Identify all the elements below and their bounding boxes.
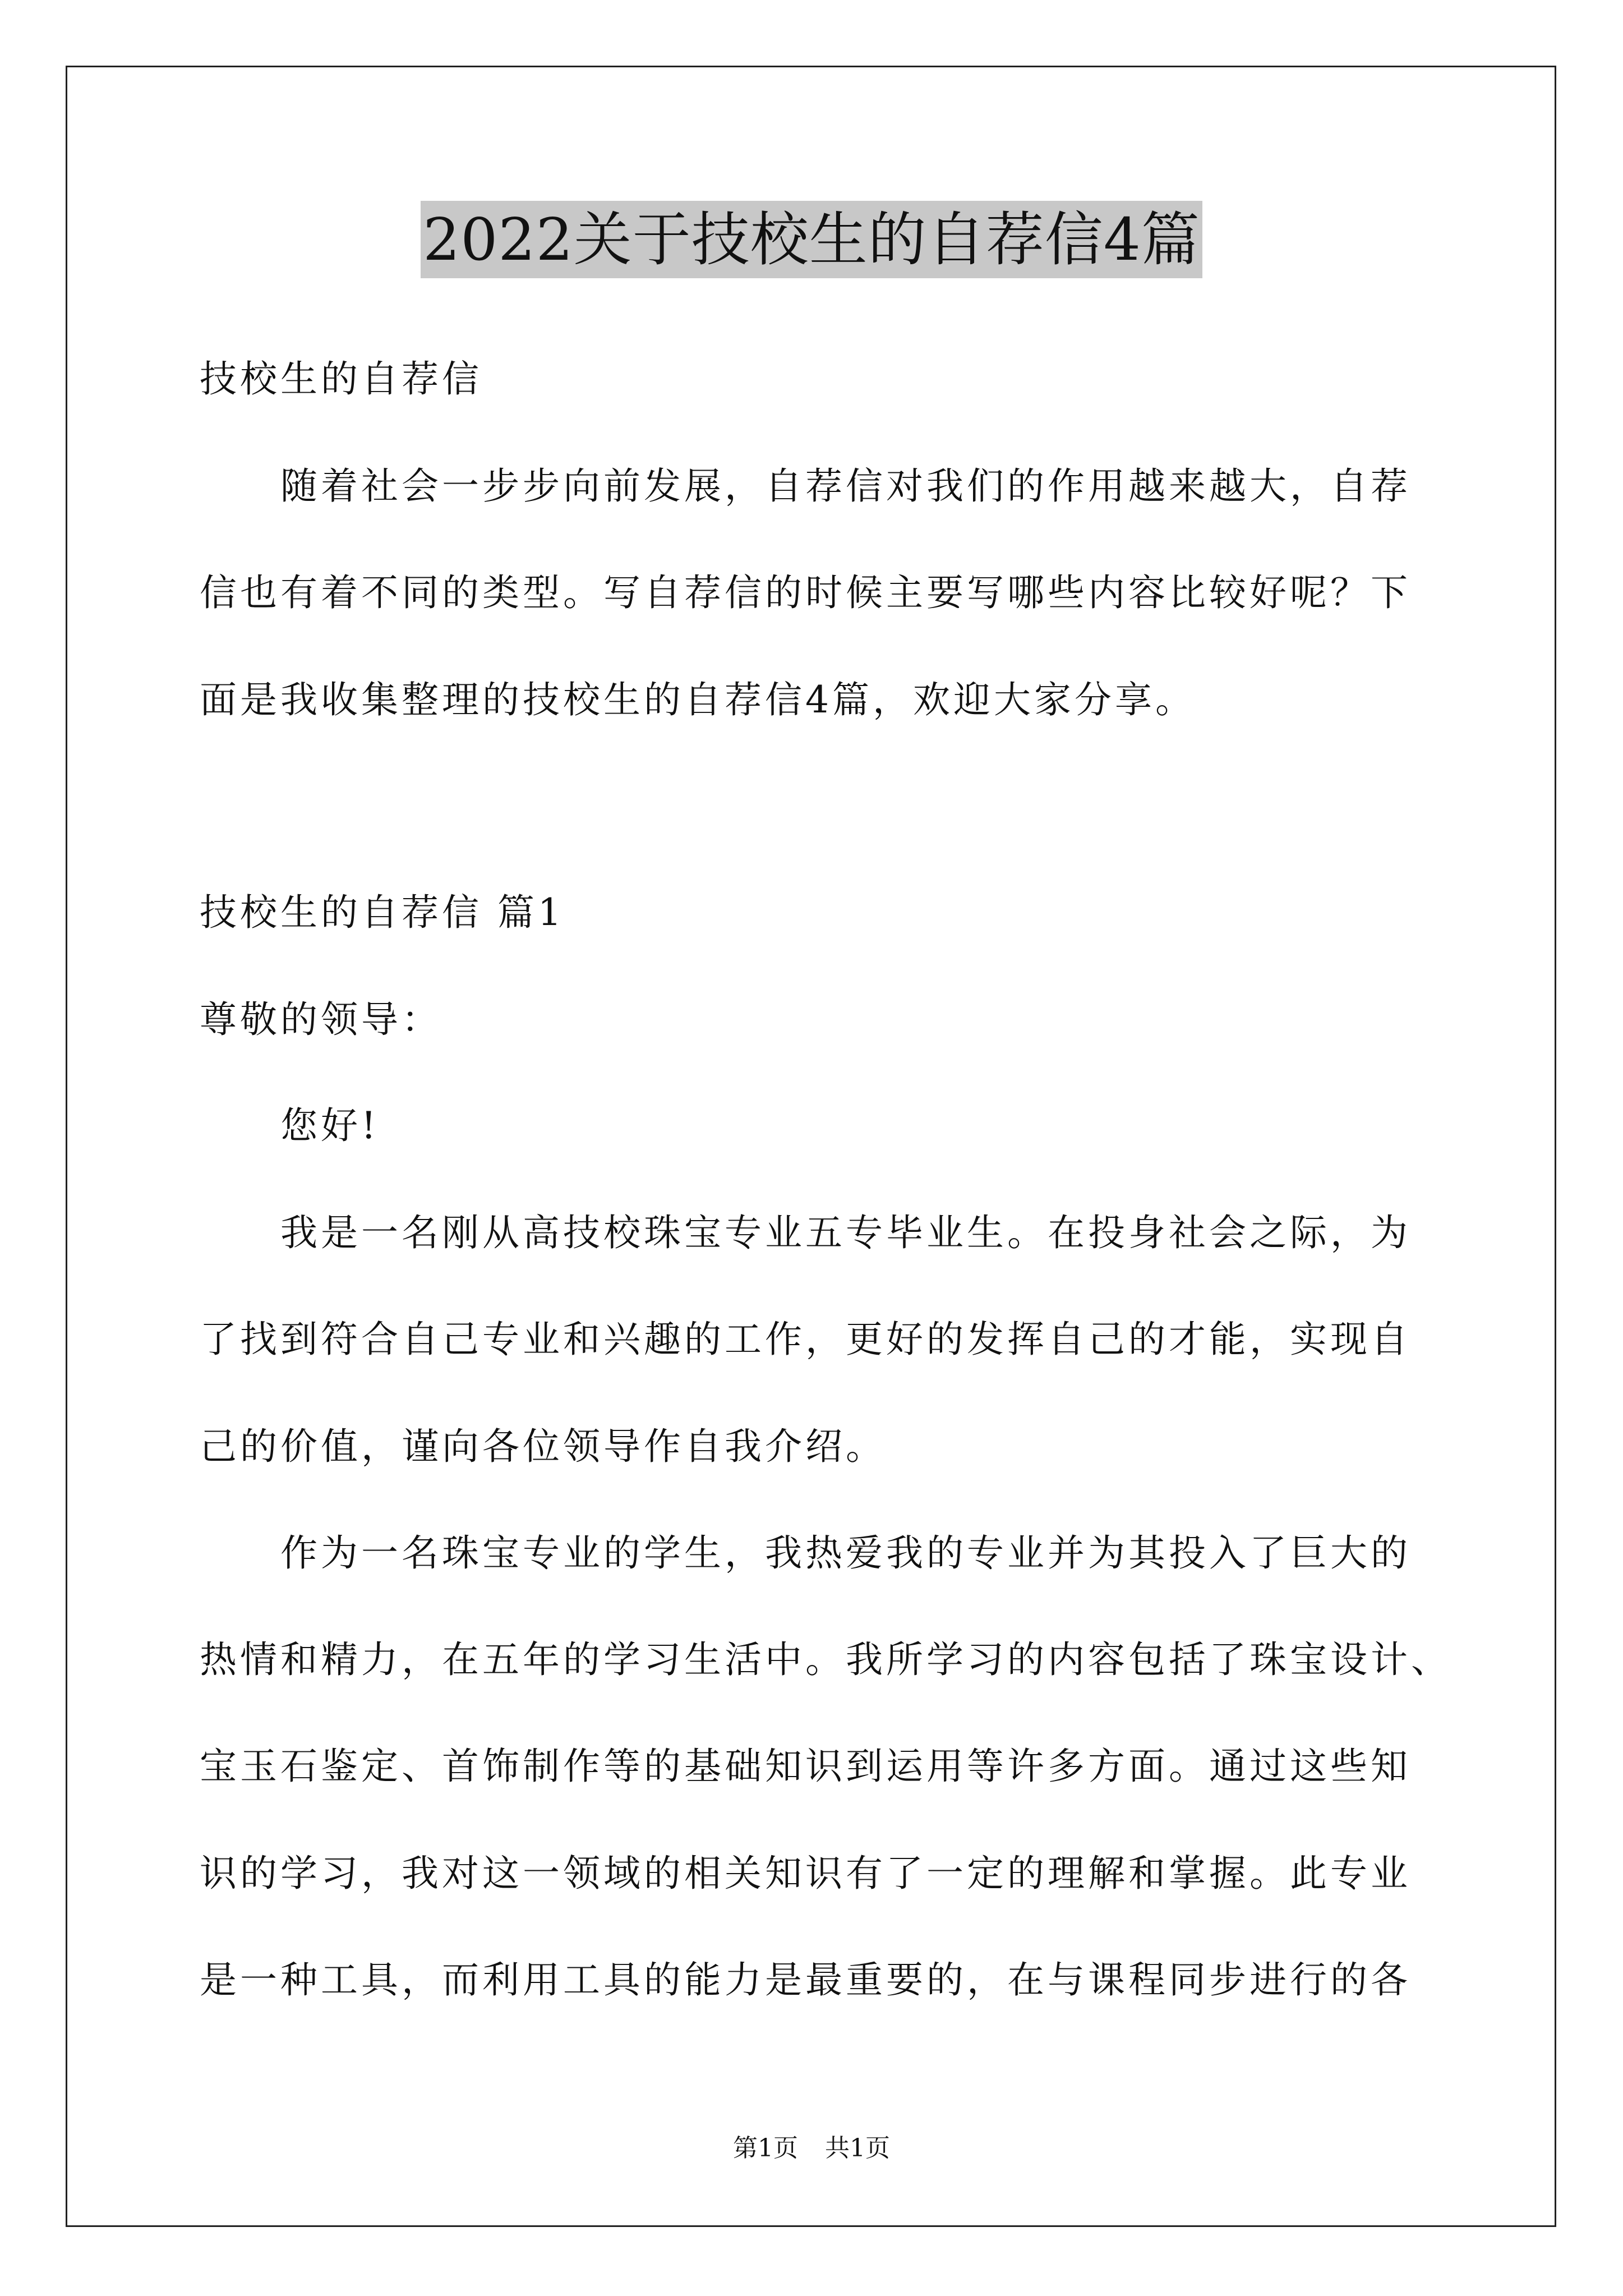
body-line-7: 识的学习，我对这一领域的相关知识有了一定的理解和掌握。此专业 (200, 1852, 1411, 1895)
intro-line-3: 面是我收集整理的技校生的自荐信4篇，欢迎大家分享。 (200, 678, 1196, 721)
document-title: 2022关于技校生的自荐信4篇 (421, 201, 1202, 278)
page-footer (0, 2133, 1623, 2164)
body-line-1: 我是一名刚从高技校珠宝专业五专毕业生。在投身社会之际，为 (280, 1211, 1411, 1254)
intro-line-2: 信也有着不同的类型。写自荐信的时候主要写哪些内容比较好呢？下 (200, 571, 1411, 614)
body-line-2: 了找到符合自己专业和兴趣的工作，更好的发挥自己的才能，实现自 (200, 1318, 1411, 1361)
body-line-6: 宝玉石鉴定、首饰制作等的基础知识到运用等许多方面。通过这些知 (200, 1745, 1411, 1788)
body-line-5: 热情和精力，在五年的学习生活中。我所学习的内容包括了珠宝设计、 (200, 1638, 1451, 1681)
section-heading: 技校生的自荐信 (200, 357, 482, 401)
greeting: 您好! (280, 1104, 380, 1147)
page-number: 第1页 (733, 2134, 798, 2162)
page-total: 共1页 (825, 2134, 890, 2162)
body-line-8: 是一种工具，而利用工具的能力是最重要的，在与课程同步进行的各 (200, 1958, 1411, 2001)
salutation: 尊敬的领导： (200, 998, 442, 1041)
body-line-4: 作为一名珠宝专业的学生，我热爱我的专业并为其投入了巨大的 (280, 1531, 1411, 1575)
letter-heading: 技校生的自荐信 篇1 (200, 891, 565, 934)
title-container (0, 201, 1623, 278)
body-line-3: 己的价值，谨向各位领导作自我介绍。 (200, 1425, 886, 1468)
intro-line-1: 随着社会一步步向前发展，自荐信对我们的作用越来越大，自荐 (280, 464, 1411, 508)
